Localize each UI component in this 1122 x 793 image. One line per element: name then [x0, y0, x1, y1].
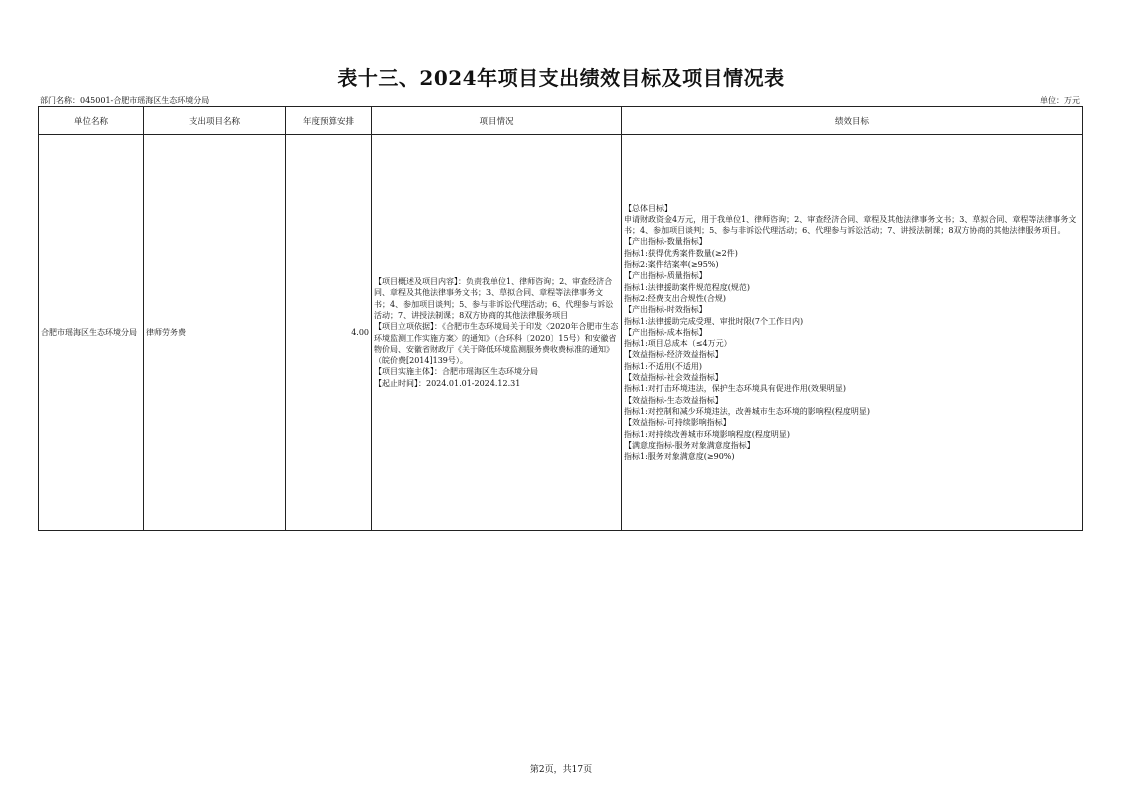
goal-line: 【效益指标-经济效益指标】 — [624, 350, 723, 360]
goal-line: 指标2:案件结案率(≥95%) — [624, 260, 719, 270]
goal-line: 【效益指标-可持续影响指标】 — [624, 418, 731, 428]
cell-project-name: 律师劳务费 — [144, 135, 286, 531]
goal-line: 指标2:经费支出合规性(合规) — [624, 293, 727, 303]
cell-budget: 4.00 — [286, 135, 372, 531]
goal-line: 【效益指标-生态效益指标】 — [624, 395, 723, 405]
header-performance-goals: 绩效目标 — [622, 107, 1083, 135]
goal-line: 指标1:服务对象满意度(≥90%) — [624, 452, 735, 462]
goal-line: 指标1:项目总成本（≤4万元） — [624, 339, 732, 349]
project-info-line: 【项目实施主体】：合肥市瑶海区生态环境分局 — [374, 367, 538, 377]
goal-line: 【效益指标-社会效益指标】 — [624, 373, 723, 383]
cell-project-info — [372, 135, 622, 531]
goal-line: 指标1:对持续改善城市环境影响程度(程度明显) — [624, 429, 791, 439]
performance-table — [38, 106, 1083, 531]
goal-line: 指标1:法律援助案件规范程度(规范) — [624, 282, 751, 292]
header-unit-name: 单位名称 — [39, 107, 144, 135]
goal-line: 申请财政资金4万元，用于我单位1、律师咨询；2、审查经济合同、章程及其他法律事务文书；3、草拟合同、章程等法律事务文书；4、参加项目谈判；5、参与非诉讼代理活动；6、代理参与诉讼活动；7、讲授法制课；8双方协商的其他法律服务项目。 — [624, 214, 1077, 236]
goal-line: 指标1:对打击环境违法，保护生态环境具有促进作用(效果明显) — [624, 384, 847, 394]
goal-line: 【产出指标-时效指标】 — [624, 305, 707, 315]
project-info-line: 【项目概述及项目内容】：负责我单位1、律师咨询；2、审查经济合同、章程及其他法律事务文书；3、草拟合同、章程等法律事务文书；4、参加项目谈判；5、参与非诉讼代理活动；6、代理参与诉讼活动；7、讲授法制课；8双方协商的其他法律服务项目 — [374, 277, 614, 320]
department-label: 部门名称：045001-合肥市瑶海区生态环境分局 — [40, 96, 210, 105]
goal-line: 指标1:获得优秀案件数量(≥2件) — [624, 248, 738, 258]
table-header-row — [39, 107, 1083, 135]
header-project-info: 项目情况 — [372, 107, 622, 135]
goal-line: 【总体目标】 — [624, 203, 672, 213]
goal-line: 【产出指标-质量指标】 — [624, 271, 707, 281]
goal-line: 指标1:对控制和减少环境违法，改善城市生态环境的影响程(程度明显) — [624, 406, 871, 416]
goal-line: 【产出指标-数量指标】 — [624, 237, 707, 247]
header-project-name: 支出项目名称 — [144, 107, 286, 135]
table-row — [39, 135, 1083, 531]
goal-line: 指标1:不适用(不适用) — [624, 361, 703, 371]
project-info-line: 【起止时间】：2024.01.01-2024.12.31 — [374, 378, 521, 388]
goal-line: 【满意度指标-服务对象满意度指标】 — [624, 440, 755, 450]
goal-line: 指标1:法律援助完成受理、审批时限(7个工作日内) — [624, 316, 804, 326]
page-title: 表十三、2024年项目支出绩效目标及项目情况表 — [337, 66, 785, 90]
page-footer: 第2页，共17页 — [529, 765, 593, 775]
goal-line: 【产出指标-成本指标】 — [624, 327, 707, 337]
cell-performance-goals — [622, 135, 1083, 531]
unit-label: 单位：万元 — [1040, 96, 1080, 105]
project-info-line: 【项目立项依据】：《合肥市生态环境局关于印发〈2020年合肥市生态环境监测工作实施方案〉的通知》（合环科〔2020〕15号）和安徽省物价局、安徽省财政厅《关于降低环境监测服务费收费标准的通知》（皖价费[2014]139号）。 — [374, 322, 619, 366]
header-budget: 年度预算安排 — [286, 107, 372, 135]
cell-unit-name: 合肥市瑶海区生态环境分局 — [39, 135, 144, 531]
